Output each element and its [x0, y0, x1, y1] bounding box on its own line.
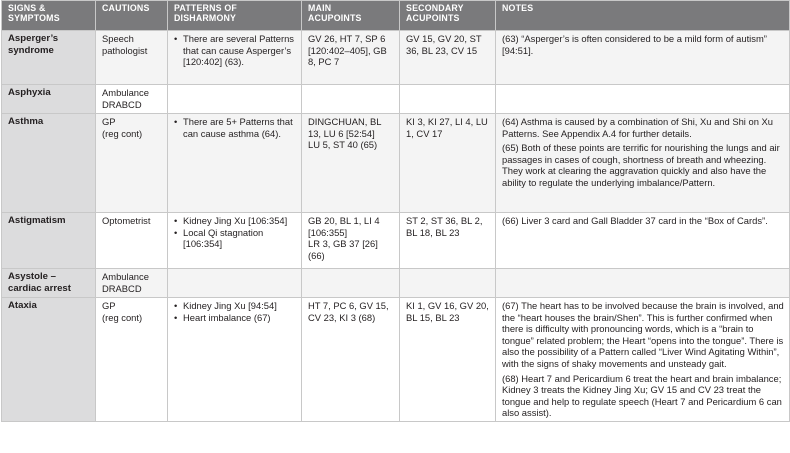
header-signs: SIGNS & SYMPTOMS	[2, 1, 96, 31]
header-cautions: CAUTIONS	[96, 1, 168, 31]
main-acupoints-cell	[302, 269, 400, 298]
table-row	[2, 298, 790, 422]
note-text: (65) Both of these points are terrific for nourishing the lungs and air passages in cases of cough, shortness of breath and wheezing. They work at clearing the aggravation quickly and also have the ability to regulate the underlying imbalance/Pattern.	[502, 142, 780, 188]
table-row	[2, 85, 790, 114]
patterns-cell	[168, 269, 302, 298]
header-patterns: PATTERNS OF DISHARMONY	[168, 1, 302, 31]
notes-cell	[496, 298, 790, 422]
patterns-cell	[168, 114, 302, 213]
table-row	[2, 114, 790, 213]
header-secondary-acupoints: SECONDARY ACUPOINTS	[400, 1, 496, 31]
secondary-acupoints-cell: KI 1, GV 16, GV 20, BL 15, BL 23	[400, 298, 496, 422]
note-text: (67) The heart has to be involved because the brain is involved, and the “heart houses the brain/Shen”. This is further confirmed when there is difficulty with pronouncing words, which is a “brain to tongue” related problem; the Heart “opens into the tongue”. There is also the possibility of a Pattern called “Liver Wind Agitating Within”, with the signs of shaky movements and unsteady gait.	[502, 300, 784, 369]
caution-cell: Optometrist	[96, 213, 168, 269]
caution-cell: Speech pathologist	[96, 31, 168, 85]
notes-cell	[496, 114, 790, 213]
main-acupoints-cell: HT 7, PC 6, GV 15, CV 23, KI 3 (68)	[302, 298, 400, 422]
caution-cell: GP (reg cont)	[96, 298, 168, 422]
patterns-cell	[168, 298, 302, 422]
symptoms-table	[1, 0, 790, 422]
note-text: (63) “Asperger’s is often considered to be a mild form of autism” [94:51].	[502, 33, 767, 56]
header-main-acupoints: MAIN ACUPOINTS	[302, 1, 400, 31]
main-acupoints-cell: GV 26, HT 7, SP 6 [120:402–405], GB 8, PC 7	[302, 31, 400, 85]
notes-cell	[496, 31, 790, 85]
notes-cell	[496, 269, 790, 298]
sign-cell: Astigmatism	[2, 213, 96, 269]
caution-cell: GP (reg cont)	[96, 114, 168, 213]
pattern-item: • There are 5+ Patterns that can cause asthma (64).	[174, 116, 296, 139]
pattern-item: • Local Qi stagnation [106:354]	[174, 227, 296, 250]
caution-cell: Ambulance DRABCD	[96, 269, 168, 298]
note-text: (66) Liver 3 card and Gall Bladder 37 card in the “Box of Cards”.	[502, 215, 768, 226]
table-row	[2, 213, 790, 269]
secondary-acupoints-cell: ST 2, ST 36, BL 2, BL 18, BL 23	[400, 213, 496, 269]
main-acupoints-cell: GB 20, BL 1, LI 4 [106:355] LR 3, GB 37 [26] (66)	[302, 213, 400, 269]
table-row	[2, 31, 790, 85]
main-acupoints-cell	[302, 85, 400, 114]
pattern-item: • Heart imbalance (67)	[174, 312, 296, 324]
sign-cell: Ataxia	[2, 298, 96, 422]
header-notes: NOTES	[496, 1, 790, 31]
sign-cell: Asperger’s syndrome	[2, 31, 96, 85]
sign-cell: Asthma	[2, 114, 96, 213]
main-acupoints-cell: DINGCHUAN, BL 13, LU 6 [52:54] LU 5, ST 40 (65)	[302, 114, 400, 213]
caution-cell: Ambulance DRABCD	[96, 85, 168, 114]
secondary-acupoints-cell	[400, 269, 496, 298]
note-text: (68) Heart 7 and Pericardium 6 treat the heart and brain imbalance; Kidney 3 treats the Kidney Jing Xu; GV 15 and CV 23 treat the tongue and help to regulate speech (Heart 7 and Pericardium 6 can also assist).	[502, 372, 782, 419]
note-text: (64) Asthma is caused by a combination of Shi, Xu and Shi on Xu Patterns. See Appendix A.4 for further details.	[502, 116, 773, 139]
secondary-acupoints-cell	[400, 85, 496, 114]
pattern-item: • Kidney Jing Xu [106:354]	[174, 215, 296, 227]
secondary-acupoints-cell: GV 15, GV 20, ST 36, BL 23, CV 15	[400, 31, 496, 85]
patterns-cell	[168, 85, 302, 114]
notes-cell	[496, 213, 790, 269]
patterns-cell	[168, 31, 302, 85]
sign-cell: Asystole – cardiac arrest	[2, 269, 96, 298]
secondary-acupoints-cell: KI 3, KI 27, LI 4, LU 1, CV 17	[400, 114, 496, 213]
header-row	[2, 1, 790, 31]
pattern-item: • Kidney Jing Xu [94:54]	[174, 300, 296, 312]
sign-cell: Asphyxia	[2, 85, 96, 114]
pattern-item: • There are several Patterns that can cause Asperger’s [120:402] (63).	[174, 33, 296, 68]
notes-cell	[496, 85, 790, 114]
patterns-cell	[168, 213, 302, 269]
table-row	[2, 269, 790, 298]
